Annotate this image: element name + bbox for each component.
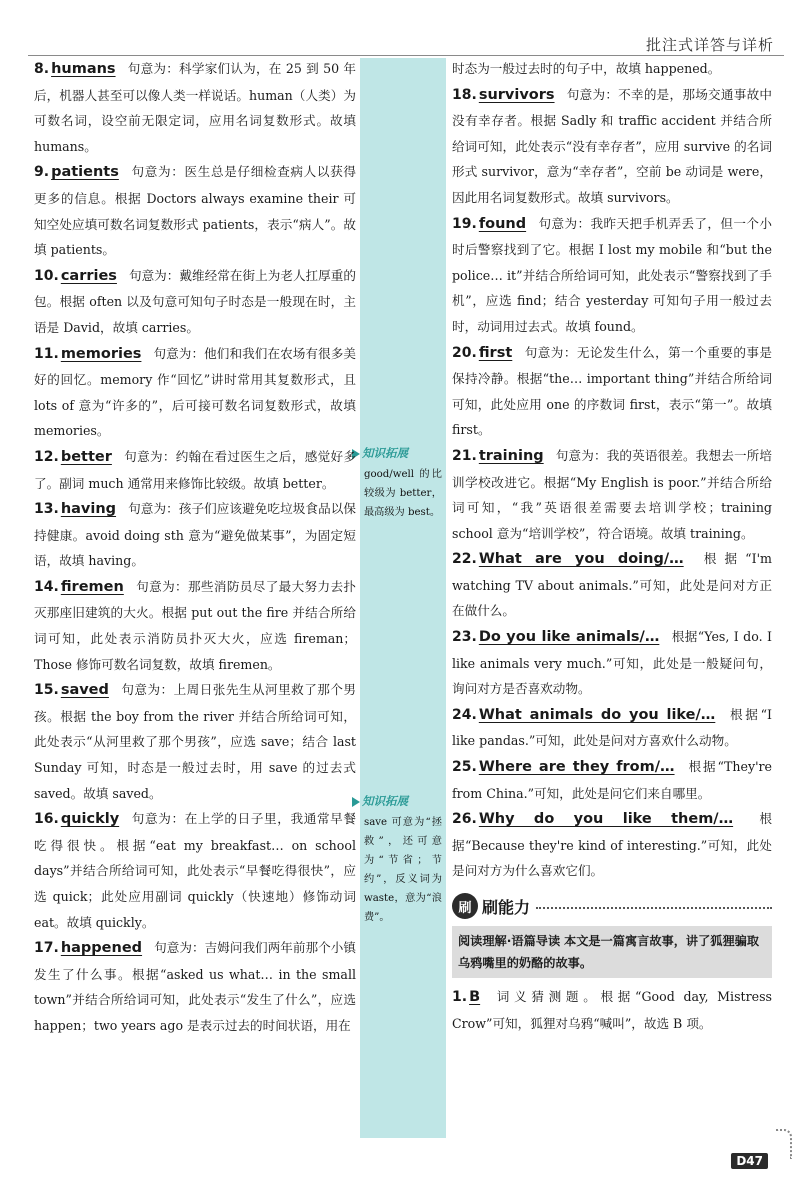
corner-decoration [776,1129,792,1159]
knowledge-note-1 [362,444,444,522]
explanation: 句意为：孩子们应该避免吃垃圾食品以保持健康。avoid doing sth 意为“避免做某事”，为固定短语，故填 having。 [34,501,356,569]
answer-word: quickly [60,811,120,828]
section-banner [452,892,772,920]
answer-entry [34,496,356,574]
explanation: 句意为：我昨天把手机弄丢了，但一个小时后警察找到了它。根据 I lost my mobile 和“but the police… it”并结合所给词可知，此处表示“警察找到了手机”，应选 find；结合 yesterday 可知句子用一般过去时，动词用过去式。故填 found。 [452,215,772,334]
explanation: 句意为：不幸的是，那场交通事故中没有幸存者。根据 Sadly 和 traffic accident 并结合所给词可知，此处表示“没有幸存者”，应用 survive 的名词形式 survivor，意为“幸存者”，空前 be 动词是 were，因此用名词复数形式。故填 survivors。 [452,86,772,205]
answer-word: training [478,447,544,464]
answer-entry [452,211,772,340]
answer-entry [452,82,772,211]
explanation: 句意为：科学家们认为，在 25 到 50 年后，机器人甚至可以像人类一样说话。human（人类）为可数名词，设空前无限定词，应用名词复数形式。故填 humans。 [34,61,356,154]
explanation: 根据“I like pandas.”可知，此处是问对方喜欢什么动物。 [452,706,773,749]
answer-entry [452,984,772,1036]
item-number: 16. [34,811,59,828]
item-number: 20. [452,344,477,361]
explanation: 句意为：约翰在看过医生之后，感觉好多了。副词 much 通常用来修饰比较级。故填 better。 [34,448,356,491]
note-body: good/well 的比较级为 better，最高级为 best。 [364,469,442,518]
answer-entry [34,56,356,159]
item-number: 23. [452,629,477,646]
answer-entry [452,340,772,443]
item-number: 21. [452,447,477,464]
answer-entry [34,935,356,1038]
answer-word: Where are they from/… [478,759,675,776]
explanation: 句意为：医生总是仔细检查病人以获得更多的信息。根据 Doctors always examine their 可知空处应填可数名词复数形式 patients，表示“病人”。故填 patients。 [34,164,356,258]
note-body: save 可意为“拯救”，还可意为“节省；节约”，反义词为 waste，意为“浪费”。 [364,817,442,923]
answer-word: happened [60,940,143,957]
explanation: 根据“Yes, I do. I like animals very much.”可知，此处是一般疑问句，询问对方是否喜欢动物。 [452,629,772,697]
knowledge-note-2 [362,792,444,927]
item-number: 11. [34,345,59,362]
item-number: 17. [34,940,59,957]
divider [536,907,772,909]
answer-entry [452,624,772,702]
answer-word: better [60,448,112,465]
item-number: 22. [452,551,477,568]
explanation: 句意为：上周日张先生从河里救了那个男孩。根据 the boy from the river 并结合所给词可知，此处表示“从河里救了那个男孩”，应选 save；结合 last Sunday 可知，时态是一般过去时，用 save 的过去式 saved。故填 saved。 [34,682,356,801]
item-number: 1. [452,989,468,1005]
item-number: 26. [452,811,477,828]
reading-guide-box [452,926,772,978]
answer-word: humans [51,61,116,77]
item-number: 10. [34,267,59,284]
explanation: 句意为：我的英语很差。我想去一所培训学校改进它。根据“My English is poor.”并结合所给词可知，“我”英语很差需要去培训学校；training school 意为“培训学校”，符合语境。故填 training。 [452,447,772,541]
explanation: 词义猜测题。根据“Good day, Mistress Crow”可知，狐狸对乌鸦“喊叫”，故选 B 项。 [452,989,772,1031]
answer-word: found [478,215,527,232]
answer-entry [452,806,772,884]
item-number: 19. [452,215,477,232]
brush-icon: 刷 [452,893,478,919]
answer-word: first [478,344,513,361]
item-number: 12. [34,448,59,465]
note-heading: 知识拓展 [362,446,408,460]
item-number: 15. [34,682,59,699]
answer-word: B [469,989,481,1005]
right-column [452,56,772,1036]
answer-entry [34,574,356,677]
answer-entry [34,263,356,341]
explanation: 句意为：那些消防员尽了最大努力去扑灭那座旧建筑的大火。根据 put out the fire 并结合所给词可知，此处表示消防员扑灭大火，应选 fireman；Those 修饰可数名词复数，故填 firemen。 [34,578,356,672]
answer-entry [34,159,356,262]
note-heading: 知识拓展 [362,794,408,808]
answer-entry [452,702,772,754]
answer-entry [34,806,356,935]
answer-entry [34,341,356,444]
answer-entry [452,546,772,624]
item-number: 8. [34,61,50,77]
answer-word: Why do you like them/… [478,811,734,828]
item-number: 9. [34,164,50,181]
item-number: 18. [452,86,477,103]
answer-word: saved [60,682,109,699]
page-number: D47 [731,1153,768,1169]
item-number: 13. [34,501,59,518]
margin-note-strip [360,58,446,1138]
answer-word: memories [60,345,142,362]
explanation: 句意为：在上学的日子里，我通常早餐吃得很快。根据“eat my breakfast… on school days”并结合所给词可知，此处表示“早餐吃得很快”，应选 quick；此处应用副词 quickly（快速地）修饰动词 eat。故填 quickly。 [34,811,356,930]
answer-word: firemen [60,578,124,595]
explanation: 根据“Because they're kind of interesting.”可知，此处是问对方为什么喜欢它们。 [452,811,773,879]
explanation: 句意为：戴维经常在街上为老人扛厚重的包。根据 often 以及句意可知句子时态是一般现在时，主语是 David，故填 carries。 [34,267,356,335]
answer-word: What animals do you like/… [478,706,716,723]
answer-word: carries [60,267,117,284]
explanation: 根据“They're from China.”可知，此处是问它们来自哪里。 [452,759,772,801]
explanation: 句意为：无论发生什么，第一个重要的事是保持冷静。根据“the… important thing”并结合所给词可知，此处应用 one 的序数词 first，表示“第一”。故填 first。 [452,344,772,438]
explanation: 根据“I'm watching TV about animals.”可知，此处是问对方正在做什么。 [452,551,772,619]
item-number: 24. [452,706,477,723]
item-number: 14. [34,578,59,595]
answer-word: patients [51,164,119,181]
answer-word: survivors [478,86,555,103]
answer-word: What are you doing/… [478,551,684,568]
continued-text: 时态为一般过去时的句子中，故填 happened。 [452,61,721,76]
item-number: 25. [452,759,477,776]
page-header-title: 批注式详答与详析 [645,36,774,54]
section-title: 刷能力 [482,897,531,917]
answer-entry [452,754,772,806]
answer-entry [452,443,772,546]
left-column [34,56,356,1039]
explanation: 句意为：吉姆问我们两年前那个小镇发生了什么事。根据“asked us what… in the small town”并结合所给词可知，此处表示“发生了什么”，应选 happen；two years ago 是表示过去的时间状语，用在 [34,940,356,1033]
answer-word: Do you like animals/… [478,629,660,646]
explanation: 句意为：他们和我们在农场有很多美好的回忆。memory 作“回忆”讲时常用其复数形式，且 lots of 意为“许多的”，后可接可数名词复数形式，故填 memories。 [34,345,356,439]
answer-entry [34,444,356,496]
answer-word: having [60,501,117,518]
reading-guide-heading: 阅读理解·语篇导读 [458,934,561,948]
reading-guide-body: 本文是一篇寓言故事，讲了狐狸骗取乌鸦嘴里的奶酪的故事。 [458,934,760,970]
answer-entry [34,677,356,806]
